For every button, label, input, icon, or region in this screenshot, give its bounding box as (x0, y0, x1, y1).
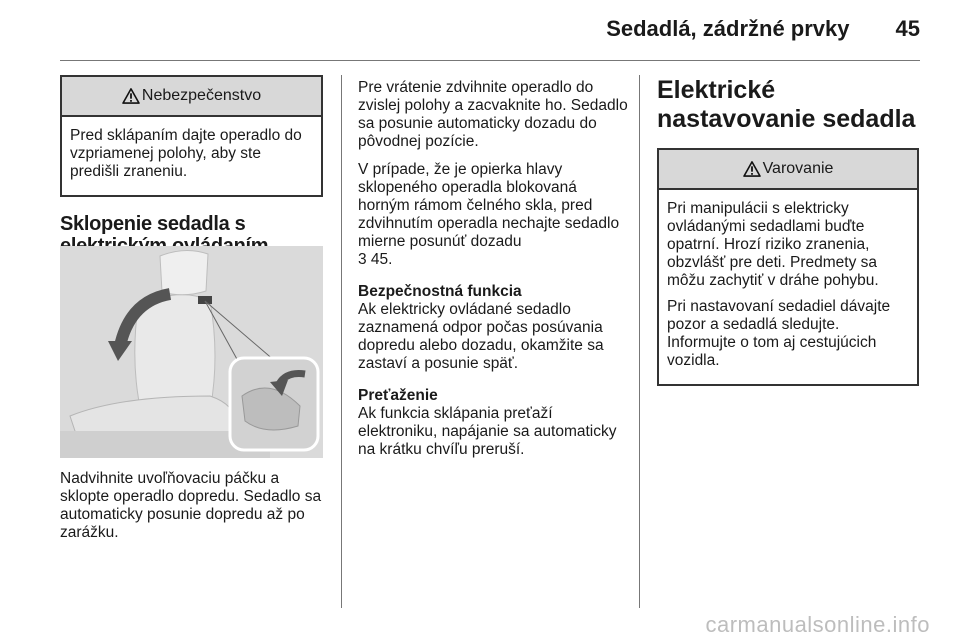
return-text: Pre vrátenie zdvihnite operadlo do zvislej polohy a zacvaknite ho. Sedadlo sa posunie automaticky dozadu do pôvodnej pozície. (358, 79, 628, 150)
danger-box-text: Pred sklápaním dajte operadlo do vzpriamenej polohy, aby ste predišli zraneniu. (70, 127, 302, 180)
section-title: Sklopenie sedadla s (60, 213, 246, 235)
header-divider (60, 60, 920, 61)
headrest-text (358, 161, 628, 269)
danger-box-body (62, 117, 321, 195)
warning-text-2: Pri nastavovaní sedadiel dávajte pozor a sedadlá sledujte. Informujte o tom aj cestujúcich vozidla. (667, 298, 891, 369)
overload-title: Preťaženie (358, 387, 438, 404)
overload-text: Ak funkcia sklápania preťaží elektroniku, napájanie sa automaticky na krátku chvíľu preruší. (358, 405, 617, 458)
warning-triangle-icon (743, 161, 761, 177)
caption-text: Nadvihnite uvoľňovaciu páčku a sklopte operadlo dopredu. Sedadlo sa automaticky posunie dopredu až po zarážku. (60, 470, 322, 541)
warning-box (657, 148, 919, 386)
middle-column (358, 79, 628, 469)
warning-box-title: Varovanie (762, 160, 834, 177)
column-divider-1 (341, 75, 342, 608)
warning-triangle-icon (122, 88, 140, 104)
safety-title: Bezpečnostná funkcia (358, 283, 522, 300)
watermark: carmanualsonline.info (705, 612, 930, 637)
right-section-title: Elektrické nastavovanie sedadla (657, 76, 916, 133)
warning-box-body (659, 190, 917, 384)
danger-box-title: Nebezpečenstvo (141, 87, 262, 104)
seat-figure (60, 246, 323, 458)
warning-text-1: Pri manipulácii s elektricky ovládanými sedadlami buďte opatrní. Hrozí riziko zranenia, obzvlášť pre deti. Predmety sa môžu zachytiť v dráhe pohybu. (667, 200, 879, 289)
header-title: Sedadlá, zádržné prvky (606, 16, 850, 41)
page-number: 45 (895, 16, 920, 41)
danger-box (60, 75, 323, 197)
danger-box-header (62, 77, 321, 117)
column-divider-2 (639, 75, 640, 608)
figure-caption (60, 470, 323, 552)
seat-illustration (60, 246, 323, 458)
safety-text: Ak elektricky ovládané sedadlo zaznamená odpor počas posúvania dopredu alebo dozadu, okamžite sa zastaví a posunie späť. (358, 301, 604, 372)
right-column (657, 76, 919, 386)
page-header (606, 16, 920, 42)
headrest-text-body: V prípade, že je opierka hlavy sklopeného operadla blokovaná horným rámom čelného skla, pred zdvihnutím operadla nechajte sedadlo mierne posunúť dozadu (358, 161, 620, 250)
left-column (60, 75, 323, 257)
page-reference-link[interactable]: 3 45. (358, 251, 393, 268)
warning-box-header (659, 150, 917, 190)
